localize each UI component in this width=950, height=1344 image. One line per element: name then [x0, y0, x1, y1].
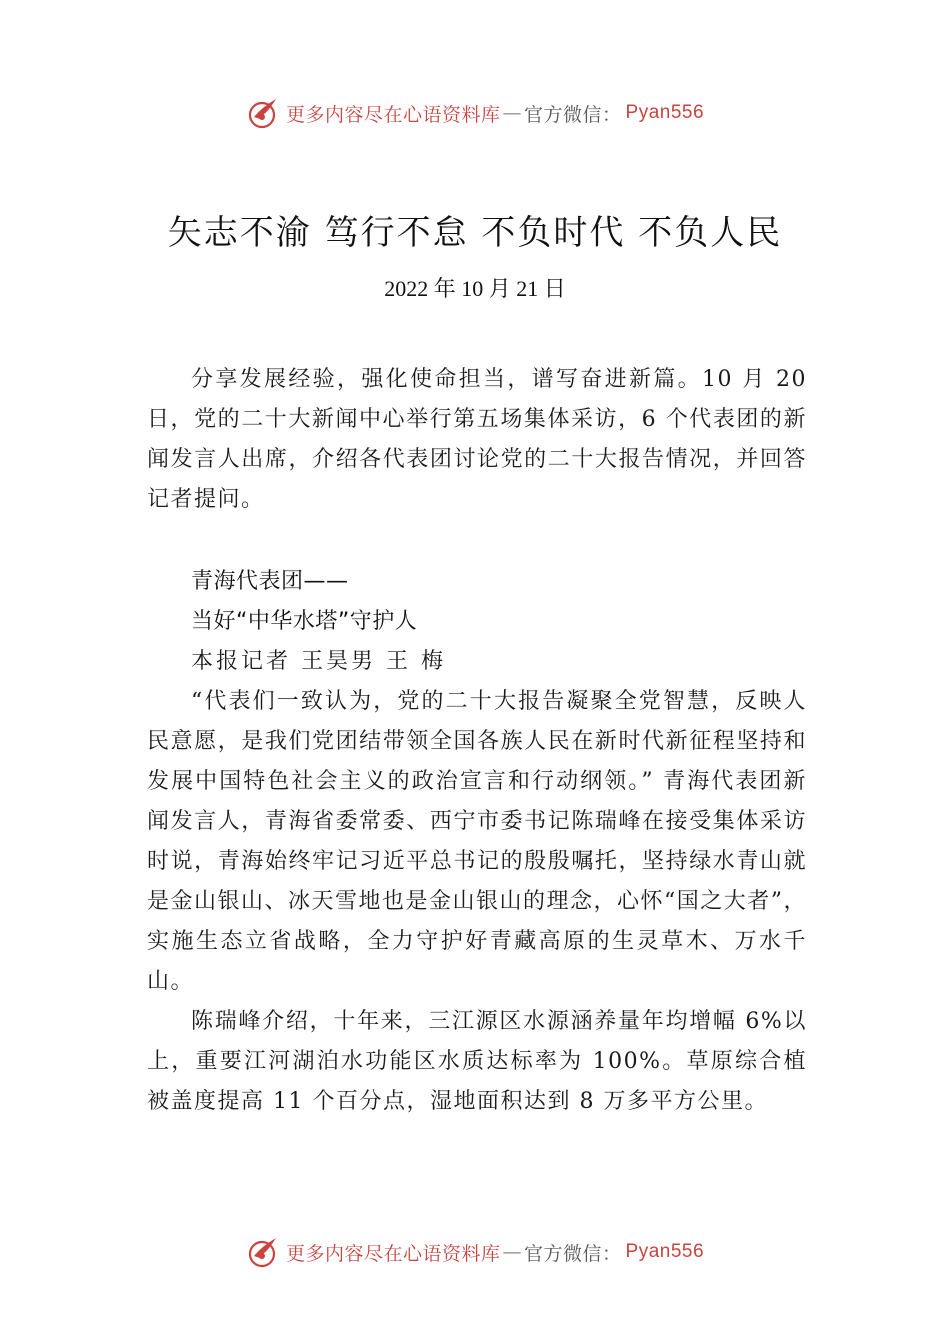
section-paragraph-2: 陈瑞峰介绍，十年来，三江源区水源涵养量年均增幅 6%以上，重要江河湖泊水功能区水质达标率为 100%。草原综合植被盖度提高 11 个百分点，湿地面积达到 8 万多平方公里。 [147, 1009, 807, 1114]
section-paragraph-1: “代表们一致认为，党的二十大报告凝聚全党智慧，反映人民意愿，是我们党团结带领全国各族人民在新时代新征程坚持和发展中国特色社会主义的政治宣言和行动纲领。” 青海代表团新闻发言人，青海省委常委、西宁市委书记陈瑞峰在接受集体采访时说，青海始终牢记习近平总书记的殷殷嘱托，坚持绿水青山就是金山银山、冰天雪地也是金山银山的理念，心怀“国之大者”，实施生态立省战略，全力守护好青藏高原的生灵草木、万水千山。 [147, 689, 807, 994]
banner-wechat-label: 官方微信 [523, 103, 602, 126]
section-qinghai [147, 562, 807, 1122]
banner-wechat-label: 官方微信 [523, 1242, 602, 1265]
banner-colon: ： [602, 1242, 622, 1265]
header-banner [0, 95, 950, 131]
article-date: 2022 年 10 月 21 日 [384, 276, 566, 301]
section-heading: 青海代表团—— [191, 569, 349, 594]
quill-seal-icon [246, 95, 282, 131]
intro-paragraph: 分享发展经验，强化使命担当，谱写奋进新篇。10 月 20 日，党的二十大新闻中心举行第五场集体采访，6 个代表团的新闻发言人出席，介绍各代表团讨论党的二十大报告情况，并回答记者提问。 [147, 367, 807, 512]
banner-colon: ： [602, 103, 622, 126]
section-subheading: 当好“中华水塔”守护人 [191, 609, 418, 634]
banner-text: 更多内容尽在心语资料库 [285, 1242, 501, 1265]
intro-block [147, 360, 807, 520]
quill-seal-icon [246, 1234, 282, 1270]
banner-wechat-id: Pyan556 [625, 1241, 705, 1262]
banner-separator: — [502, 1241, 522, 1263]
banner-wechat-id: Pyan556 [625, 102, 705, 123]
banner-separator: — [502, 102, 522, 124]
byline: 本报记者 王昊男 王 梅 [191, 649, 446, 674]
footer-banner [0, 1234, 950, 1270]
article-title: 矢志不渝 笃行不怠 不负时代 不负人民 [167, 213, 783, 253]
banner-text: 更多内容尽在心语资料库 [285, 103, 501, 126]
